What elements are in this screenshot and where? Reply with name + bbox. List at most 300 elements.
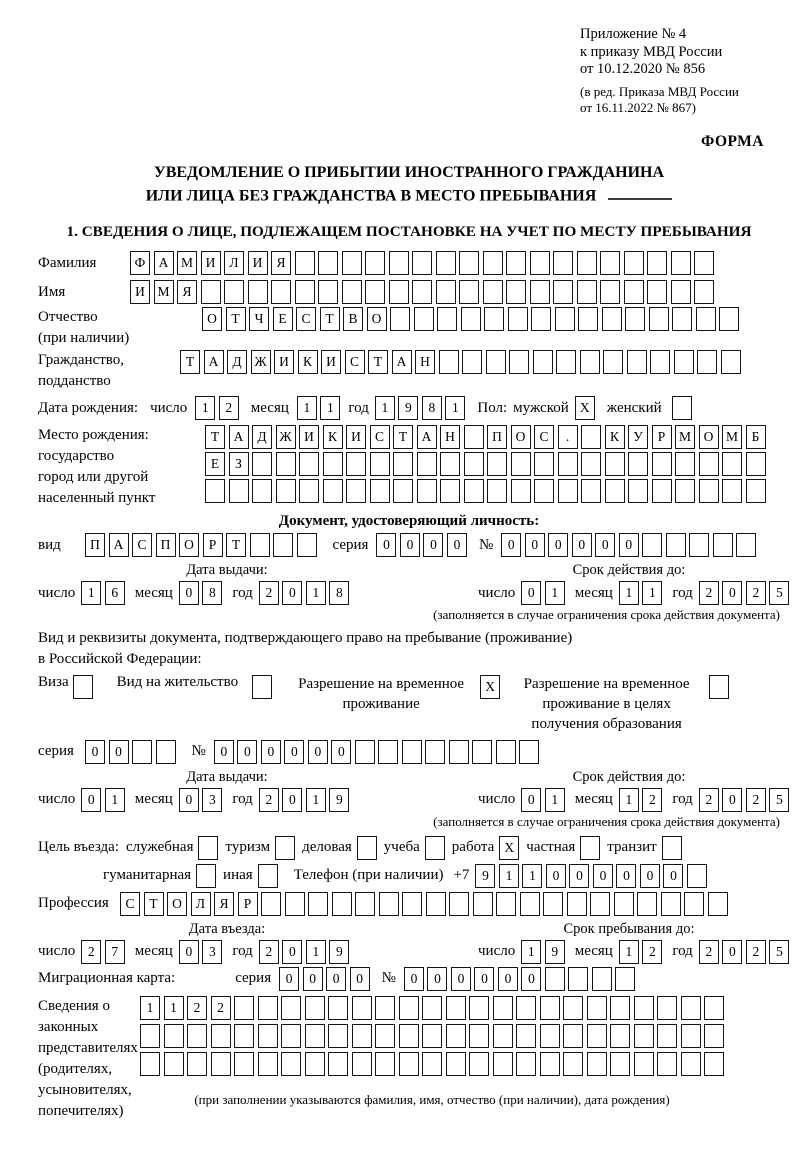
birth-place-char-cell[interactable]: [299, 452, 319, 476]
permit-number-digit-cell[interactable]: [472, 740, 492, 764]
given-name-char-cell[interactable]: [553, 280, 573, 304]
representatives-char-cell[interactable]: [305, 1052, 325, 1076]
patronymic-char-cell[interactable]: [625, 307, 645, 331]
birth-place-char-cell[interactable]: [652, 452, 672, 476]
citizenship-char-cell[interactable]: [721, 350, 741, 374]
patronymic-char-cell[interactable]: [414, 307, 434, 331]
profession-char-cell[interactable]: [708, 892, 728, 916]
birth-place-char-cell[interactable]: [534, 452, 554, 476]
doc-kind-char-cell[interactable]: [297, 533, 317, 557]
doc-number-digit-cell[interactable]: 0: [619, 533, 639, 557]
surname-char-cell[interactable]: [365, 251, 385, 275]
doc-kind-char-cell[interactable]: А: [109, 533, 129, 557]
profession-char-cell[interactable]: [332, 892, 352, 916]
given-name-char-cell[interactable]: [694, 280, 714, 304]
citizenship-char-cell[interactable]: [580, 350, 600, 374]
patronymic-char-cell[interactable]: Т: [320, 307, 340, 331]
patronymic-char-cell[interactable]: С: [296, 307, 316, 331]
profession-char-cell[interactable]: [449, 892, 469, 916]
citizenship-char-cell[interactable]: [697, 350, 717, 374]
issue-year-digit-cell[interactable]: 8: [329, 581, 349, 605]
valid-year-digit-cell[interactable]: 2: [746, 581, 766, 605]
permit-valid-day-digit-cell[interactable]: 0: [521, 788, 541, 812]
representatives-char-cell[interactable]: [305, 1024, 325, 1048]
migration-number-digit-cell[interactable]: 0: [474, 967, 494, 991]
birth-place-char-cell[interactable]: [605, 479, 625, 503]
birth-place-char-cell[interactable]: [722, 479, 742, 503]
citizenship-char-cell[interactable]: Т: [368, 350, 388, 374]
representatives-char-cell[interactable]: [493, 996, 513, 1020]
citizenship-char-cell[interactable]: Ж: [251, 350, 271, 374]
given-name-char-cell[interactable]: [483, 280, 503, 304]
given-name-char-cell[interactable]: [412, 280, 432, 304]
representatives-char-cell[interactable]: [634, 1024, 654, 1048]
birth-place-char-cell[interactable]: А: [229, 425, 249, 449]
representatives-char-cell[interactable]: [258, 996, 278, 1020]
representatives-char-cell[interactable]: [634, 996, 654, 1020]
birth-year-digit-cell[interactable]: 9: [398, 396, 418, 420]
representatives-char-cell[interactable]: [540, 1024, 560, 1048]
birth-year-digit-cell[interactable]: 1: [445, 396, 465, 420]
surname-char-cell[interactable]: [459, 251, 479, 275]
permit-issue-month-digit-cell[interactable]: 0: [179, 788, 199, 812]
surname-char-cell[interactable]: [506, 251, 526, 275]
profession-char-cell[interactable]: [285, 892, 305, 916]
migration-series-digit-cell[interactable]: 0: [303, 967, 323, 991]
birth-place-char-cell[interactable]: [276, 452, 296, 476]
surname-char-cell[interactable]: [530, 251, 550, 275]
patronymic-char-cell[interactable]: Е: [273, 307, 293, 331]
permit-issue-year-digit-cell[interactable]: 1: [306, 788, 326, 812]
representatives-char-cell[interactable]: [681, 1052, 701, 1076]
surname-char-cell[interactable]: [342, 251, 362, 275]
citizenship-char-cell[interactable]: [650, 350, 670, 374]
representatives-char-cell[interactable]: [234, 996, 254, 1020]
permit-number-digit-cell[interactable]: [355, 740, 375, 764]
purpose-transit-checkbox[interactable]: [662, 836, 682, 860]
citizenship-char-cell[interactable]: Д: [227, 350, 247, 374]
representatives-char-cell[interactable]: [234, 1052, 254, 1076]
patronymic-char-cell[interactable]: [672, 307, 692, 331]
birth-place-char-cell[interactable]: [722, 452, 742, 476]
migration-number-digit-cell[interactable]: 0: [404, 967, 424, 991]
birth-place-char-cell[interactable]: [370, 479, 390, 503]
surname-char-cell[interactable]: [295, 251, 315, 275]
surname-char-cell[interactable]: [436, 251, 456, 275]
given-name-char-cell[interactable]: [224, 280, 244, 304]
birth-place-char-cell[interactable]: С: [370, 425, 390, 449]
migration-number-digit-cell[interactable]: 0: [451, 967, 471, 991]
stay-month-digit-cell[interactable]: 2: [642, 940, 662, 964]
citizenship-char-cell[interactable]: А: [204, 350, 224, 374]
doc-kind-char-cell[interactable]: Р: [203, 533, 223, 557]
entry-year-digit-cell[interactable]: 1: [306, 940, 326, 964]
purpose-work-checkbox[interactable]: X: [499, 836, 519, 860]
representatives-char-cell[interactable]: [187, 1024, 207, 1048]
doc-kind-char-cell[interactable]: [273, 533, 293, 557]
representatives-char-cell[interactable]: [469, 1024, 489, 1048]
patronymic-char-cell[interactable]: [719, 307, 739, 331]
doc-number-digit-cell[interactable]: [736, 533, 756, 557]
representatives-char-cell[interactable]: [164, 1024, 184, 1048]
migration-number-digit-cell[interactable]: [615, 967, 635, 991]
birth-place-char-cell[interactable]: [464, 479, 484, 503]
entry-year-digit-cell[interactable]: 2: [259, 940, 279, 964]
representatives-char-cell[interactable]: [446, 1052, 466, 1076]
birth-place-char-cell[interactable]: Т: [205, 425, 225, 449]
given-name-char-cell[interactable]: [624, 280, 644, 304]
representatives-char-cell[interactable]: [657, 1052, 677, 1076]
permit-number-digit-cell[interactable]: 0: [331, 740, 351, 764]
profession-char-cell[interactable]: О: [167, 892, 187, 916]
entry-year-digit-cell[interactable]: 0: [282, 940, 302, 964]
valid-month-digit-cell[interactable]: 1: [642, 581, 662, 605]
permit-number-digit-cell[interactable]: [402, 740, 422, 764]
purpose-official-checkbox[interactable]: [198, 836, 218, 860]
entry-year-digit-cell[interactable]: 9: [329, 940, 349, 964]
profession-char-cell[interactable]: С: [120, 892, 140, 916]
doc-kind-char-cell[interactable]: [250, 533, 270, 557]
birth-day-digit-cell[interactable]: 1: [195, 396, 215, 420]
temporary-residence-checkbox[interactable]: X: [480, 675, 500, 699]
profession-char-cell[interactable]: Т: [144, 892, 164, 916]
given-name-char-cell[interactable]: [647, 280, 667, 304]
phone-digit-cell[interactable]: 0: [616, 864, 636, 888]
citizenship-char-cell[interactable]: И: [274, 350, 294, 374]
birth-place-char-cell[interactable]: [675, 452, 695, 476]
representatives-char-cell[interactable]: [352, 996, 372, 1020]
surname-char-cell[interactable]: [318, 251, 338, 275]
citizenship-char-cell[interactable]: [509, 350, 529, 374]
birth-place-char-cell[interactable]: М: [722, 425, 742, 449]
birth-month-digit-cell[interactable]: 1: [297, 396, 317, 420]
surname-char-cell[interactable]: Ф: [130, 251, 150, 275]
permit-issue-day-digit-cell[interactable]: 0: [81, 788, 101, 812]
birth-place-char-cell[interactable]: [699, 452, 719, 476]
representatives-char-cell[interactable]: [469, 1052, 489, 1076]
permit-number-digit-cell[interactable]: [378, 740, 398, 764]
birth-place-char-cell[interactable]: С: [534, 425, 554, 449]
doc-kind-char-cell[interactable]: С: [132, 533, 152, 557]
doc-number-digit-cell[interactable]: [642, 533, 662, 557]
representatives-char-cell[interactable]: [493, 1052, 513, 1076]
representatives-char-cell[interactable]: [328, 996, 348, 1020]
representatives-char-cell[interactable]: [328, 1052, 348, 1076]
given-name-char-cell[interactable]: И: [130, 280, 150, 304]
birth-place-char-cell[interactable]: [323, 479, 343, 503]
patronymic-char-cell[interactable]: [484, 307, 504, 331]
profession-char-cell[interactable]: Я: [214, 892, 234, 916]
doc-kind-char-cell[interactable]: П: [156, 533, 176, 557]
phone-digit-cell[interactable]: 0: [569, 864, 589, 888]
patronymic-char-cell[interactable]: [508, 307, 528, 331]
given-name-char-cell[interactable]: [506, 280, 526, 304]
migration-series-digit-cell[interactable]: 0: [326, 967, 346, 991]
issue-year-digit-cell[interactable]: 2: [259, 581, 279, 605]
birth-place-char-cell[interactable]: [746, 479, 766, 503]
phone-digit-cell[interactable]: 1: [522, 864, 542, 888]
birth-place-char-cell[interactable]: [675, 479, 695, 503]
representatives-char-cell[interactable]: [657, 1024, 677, 1048]
profession-char-cell[interactable]: Л: [191, 892, 211, 916]
surname-char-cell[interactable]: [647, 251, 667, 275]
birth-place-char-cell[interactable]: [252, 479, 272, 503]
birth-year-digit-cell[interactable]: 8: [422, 396, 442, 420]
stay-year-digit-cell[interactable]: 0: [722, 940, 742, 964]
birth-place-char-cell[interactable]: [558, 452, 578, 476]
birth-place-char-cell[interactable]: О: [699, 425, 719, 449]
phone-digit-cell[interactable]: [687, 864, 707, 888]
profession-char-cell[interactable]: [379, 892, 399, 916]
phone-digit-cell[interactable]: 9: [475, 864, 495, 888]
representatives-char-cell[interactable]: [422, 1052, 442, 1076]
issue-year-digit-cell[interactable]: 1: [306, 581, 326, 605]
profession-char-cell[interactable]: [543, 892, 563, 916]
citizenship-char-cell[interactable]: И: [321, 350, 341, 374]
representatives-char-cell[interactable]: [258, 1024, 278, 1048]
doc-series-digit-cell[interactable]: 0: [423, 533, 443, 557]
representatives-char-cell[interactable]: [587, 1052, 607, 1076]
birth-place-char-cell[interactable]: [346, 479, 366, 503]
permit-valid-year-digit-cell[interactable]: 2: [746, 788, 766, 812]
representatives-char-cell[interactable]: [704, 1024, 724, 1048]
representatives-char-cell[interactable]: [281, 1052, 301, 1076]
birth-place-char-cell[interactable]: Т: [393, 425, 413, 449]
representatives-char-cell[interactable]: [187, 1052, 207, 1076]
valid-day-digit-cell[interactable]: 0: [521, 581, 541, 605]
permit-series-digit-cell[interactable]: [156, 740, 176, 764]
surname-char-cell[interactable]: А: [154, 251, 174, 275]
surname-char-cell[interactable]: [553, 251, 573, 275]
citizenship-char-cell[interactable]: [486, 350, 506, 374]
surname-char-cell[interactable]: И: [248, 251, 268, 275]
citizenship-char-cell[interactable]: Н: [415, 350, 435, 374]
permit-number-digit-cell[interactable]: [449, 740, 469, 764]
citizenship-char-cell[interactable]: [627, 350, 647, 374]
representatives-char-cell[interactable]: [540, 1052, 560, 1076]
birth-place-char-cell[interactable]: [699, 479, 719, 503]
birth-place-char-cell[interactable]: Б: [746, 425, 766, 449]
representatives-char-cell[interactable]: [164, 1052, 184, 1076]
birth-place-char-cell[interactable]: [440, 479, 460, 503]
birth-place-char-cell[interactable]: [581, 479, 601, 503]
stay-year-digit-cell[interactable]: 2: [746, 940, 766, 964]
purpose-study-checkbox[interactable]: [425, 836, 445, 860]
birth-place-char-cell[interactable]: [534, 479, 554, 503]
given-name-char-cell[interactable]: [600, 280, 620, 304]
doc-number-digit-cell[interactable]: [689, 533, 709, 557]
doc-series-digit-cell[interactable]: 0: [376, 533, 396, 557]
surname-char-cell[interactable]: [412, 251, 432, 275]
representatives-char-cell[interactable]: [610, 1024, 630, 1048]
permit-number-digit-cell[interactable]: 0: [284, 740, 304, 764]
stay-day-digit-cell[interactable]: 1: [521, 940, 541, 964]
representatives-char-cell[interactable]: [305, 996, 325, 1020]
representatives-char-cell[interactable]: [704, 996, 724, 1020]
migration-number-digit-cell[interactable]: [545, 967, 565, 991]
surname-char-cell[interactable]: Я: [271, 251, 291, 275]
patronymic-char-cell[interactable]: [649, 307, 669, 331]
given-name-char-cell[interactable]: [530, 280, 550, 304]
doc-series-digit-cell[interactable]: 0: [400, 533, 420, 557]
patronymic-char-cell[interactable]: [437, 307, 457, 331]
given-name-char-cell[interactable]: [459, 280, 479, 304]
given-name-char-cell[interactable]: [201, 280, 221, 304]
citizenship-char-cell[interactable]: [556, 350, 576, 374]
representatives-char-cell[interactable]: [281, 996, 301, 1020]
representatives-char-cell[interactable]: [352, 1024, 372, 1048]
birth-place-char-cell[interactable]: [370, 452, 390, 476]
valid-month-digit-cell[interactable]: 1: [619, 581, 639, 605]
patronymic-char-cell[interactable]: В: [343, 307, 363, 331]
doc-number-digit-cell[interactable]: 0: [548, 533, 568, 557]
representatives-char-cell[interactable]: [211, 1024, 231, 1048]
valid-year-digit-cell[interactable]: 2: [699, 581, 719, 605]
permit-number-digit-cell[interactable]: 0: [308, 740, 328, 764]
birth-place-char-cell[interactable]: К: [323, 425, 343, 449]
birth-place-char-cell[interactable]: [511, 479, 531, 503]
given-name-char-cell[interactable]: М: [154, 280, 174, 304]
permit-number-digit-cell[interactable]: [496, 740, 516, 764]
birth-place-char-cell[interactable]: Ж: [276, 425, 296, 449]
permit-number-digit-cell[interactable]: 0: [214, 740, 234, 764]
birth-place-char-cell[interactable]: [652, 479, 672, 503]
patronymic-char-cell[interactable]: О: [202, 307, 222, 331]
representatives-char-cell[interactable]: [469, 996, 489, 1020]
representatives-char-cell[interactable]: [422, 996, 442, 1020]
patronymic-char-cell[interactable]: Т: [226, 307, 246, 331]
birth-place-char-cell[interactable]: И: [346, 425, 366, 449]
given-name-char-cell[interactable]: [389, 280, 409, 304]
representatives-char-cell[interactable]: [446, 996, 466, 1020]
doc-number-digit-cell[interactable]: 0: [595, 533, 615, 557]
representatives-char-cell[interactable]: [375, 996, 395, 1020]
patronymic-char-cell[interactable]: [555, 307, 575, 331]
issue-year-digit-cell[interactable]: 0: [282, 581, 302, 605]
birth-place-char-cell[interactable]: .: [558, 425, 578, 449]
representatives-char-cell[interactable]: [211, 1052, 231, 1076]
doc-series-digit-cell[interactable]: 0: [447, 533, 467, 557]
permit-issue-day-digit-cell[interactable]: 1: [105, 788, 125, 812]
birth-place-char-cell[interactable]: [746, 452, 766, 476]
doc-number-digit-cell[interactable]: 0: [525, 533, 545, 557]
purpose-other-checkbox[interactable]: [258, 864, 278, 888]
representatives-char-cell[interactable]: [587, 996, 607, 1020]
birth-place-char-cell[interactable]: М: [675, 425, 695, 449]
representatives-char-cell[interactable]: [399, 996, 419, 1020]
patronymic-char-cell[interactable]: О: [367, 307, 387, 331]
migration-number-digit-cell[interactable]: [592, 967, 612, 991]
valid-year-digit-cell[interactable]: 5: [769, 581, 789, 605]
given-name-char-cell[interactable]: [436, 280, 456, 304]
birth-place-char-cell[interactable]: [581, 452, 601, 476]
purpose-business-checkbox[interactable]: [357, 836, 377, 860]
given-name-char-cell[interactable]: [365, 280, 385, 304]
birth-place-char-cell[interactable]: [628, 479, 648, 503]
permit-issue-year-digit-cell[interactable]: 0: [282, 788, 302, 812]
representatives-char-cell[interactable]: 1: [140, 996, 160, 1020]
representatives-char-cell[interactable]: [140, 1024, 160, 1048]
birth-place-char-cell[interactable]: [440, 452, 460, 476]
issue-day-digit-cell[interactable]: 1: [81, 581, 101, 605]
birth-place-char-cell[interactable]: [487, 452, 507, 476]
citizenship-char-cell[interactable]: [603, 350, 623, 374]
surname-char-cell[interactable]: М: [177, 251, 197, 275]
representatives-char-cell[interactable]: [563, 1024, 583, 1048]
surname-char-cell[interactable]: [577, 251, 597, 275]
birth-place-char-cell[interactable]: [605, 452, 625, 476]
purpose-private-checkbox[interactable]: [580, 836, 600, 860]
birth-place-char-cell[interactable]: [558, 479, 578, 503]
representatives-char-cell[interactable]: [422, 1024, 442, 1048]
representatives-char-cell[interactable]: 2: [187, 996, 207, 1020]
citizenship-char-cell[interactable]: [674, 350, 694, 374]
profession-char-cell[interactable]: [473, 892, 493, 916]
profession-char-cell[interactable]: [661, 892, 681, 916]
education-residence-checkbox[interactable]: [709, 675, 729, 699]
representatives-char-cell[interactable]: [540, 996, 560, 1020]
permit-valid-year-digit-cell[interactable]: 2: [699, 788, 719, 812]
birth-place-char-cell[interactable]: [464, 452, 484, 476]
birth-place-char-cell[interactable]: [417, 452, 437, 476]
representatives-char-cell[interactable]: [516, 996, 536, 1020]
profession-char-cell[interactable]: [402, 892, 422, 916]
given-name-char-cell[interactable]: [318, 280, 338, 304]
birth-place-char-cell[interactable]: Д: [252, 425, 272, 449]
birth-place-char-cell[interactable]: [346, 452, 366, 476]
phone-digit-cell[interactable]: 1: [499, 864, 519, 888]
representatives-char-cell[interactable]: [258, 1052, 278, 1076]
representatives-char-cell[interactable]: [399, 1024, 419, 1048]
permit-valid-year-digit-cell[interactable]: 5: [769, 788, 789, 812]
birth-place-char-cell[interactable]: Н: [440, 425, 460, 449]
representatives-char-cell[interactable]: [704, 1052, 724, 1076]
birth-place-char-cell[interactable]: [464, 425, 484, 449]
birth-place-char-cell[interactable]: А: [417, 425, 437, 449]
representatives-char-cell[interactable]: [516, 1024, 536, 1048]
stay-day-digit-cell[interactable]: 9: [545, 940, 565, 964]
issue-month-digit-cell[interactable]: 0: [179, 581, 199, 605]
surname-char-cell[interactable]: [671, 251, 691, 275]
doc-kind-char-cell[interactable]: П: [85, 533, 105, 557]
representatives-char-cell[interactable]: [587, 1024, 607, 1048]
patronymic-char-cell[interactable]: [578, 307, 598, 331]
patronymic-char-cell[interactable]: [696, 307, 716, 331]
profession-char-cell[interactable]: [684, 892, 704, 916]
entry-month-digit-cell[interactable]: 3: [202, 940, 222, 964]
birth-day-digit-cell[interactable]: 2: [219, 396, 239, 420]
birth-place-char-cell[interactable]: [487, 479, 507, 503]
surname-char-cell[interactable]: [600, 251, 620, 275]
phone-digit-cell[interactable]: 0: [546, 864, 566, 888]
profession-char-cell[interactable]: [355, 892, 375, 916]
profession-char-cell[interactable]: [637, 892, 657, 916]
representatives-char-cell[interactable]: [681, 996, 701, 1020]
birth-place-char-cell[interactable]: [299, 479, 319, 503]
valid-day-digit-cell[interactable]: 1: [545, 581, 565, 605]
birth-month-digit-cell[interactable]: 1: [320, 396, 340, 420]
migration-series-digit-cell[interactable]: 0: [350, 967, 370, 991]
migration-number-digit-cell[interactable]: 0: [521, 967, 541, 991]
phone-digit-cell[interactable]: 0: [663, 864, 683, 888]
surname-char-cell[interactable]: [389, 251, 409, 275]
birth-place-char-cell[interactable]: П: [487, 425, 507, 449]
birth-place-char-cell[interactable]: [393, 479, 413, 503]
citizenship-char-cell[interactable]: [462, 350, 482, 374]
permit-series-digit-cell[interactable]: [132, 740, 152, 764]
entry-month-digit-cell[interactable]: 0: [179, 940, 199, 964]
birth-year-digit-cell[interactable]: 1: [375, 396, 395, 420]
